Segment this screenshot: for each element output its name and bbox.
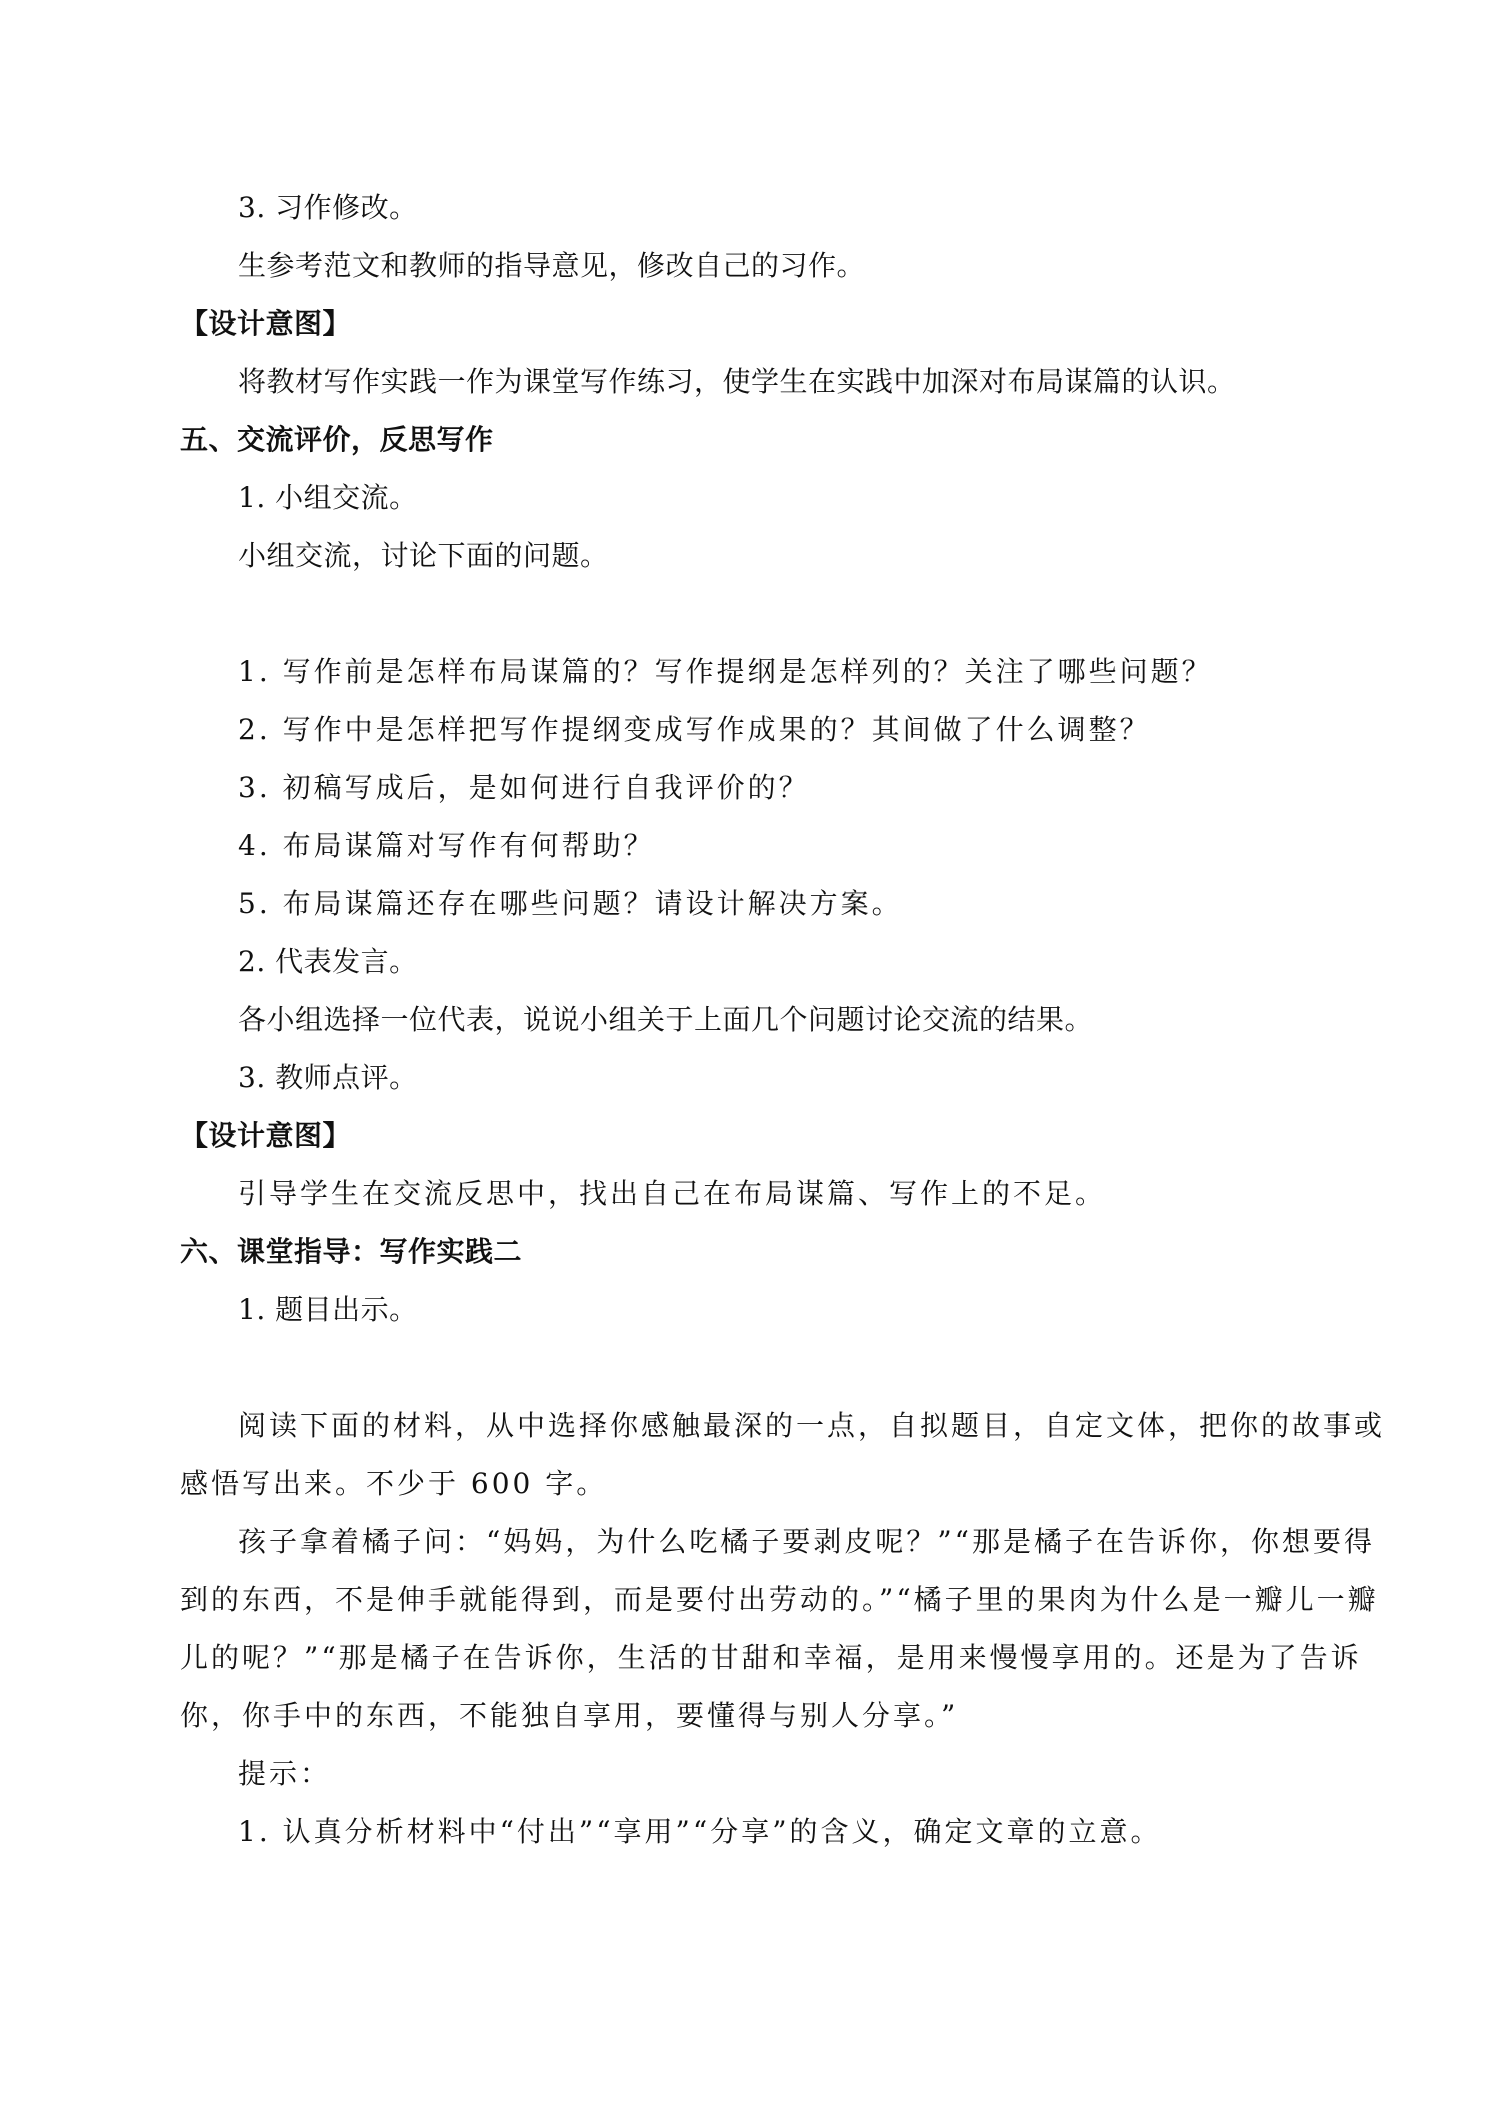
step-1-heading: 1. 小组交流。: [238, 481, 418, 514]
design-intent-heading: 【设计意图】: [180, 1119, 352, 1152]
design-intent-heading: 【设计意图】: [180, 307, 352, 340]
section-5-heading: 五、交流评价，反思写作: [180, 423, 494, 456]
step-2-heading: 2. 代表发言。: [238, 945, 418, 978]
step-3-heading: 3. 习作修改。: [238, 191, 418, 224]
prompt-paragraph-cont: 感悟写出来。不少于 600 字。: [180, 1467, 608, 1500]
hint-label: 提示：: [238, 1757, 332, 1790]
question-item: 4. 布局谋篇对写作有何帮助？: [238, 829, 655, 862]
question-item: 1. 写作前是怎样布局谋篇的？写作提纲是怎样列的？关注了哪些问题？: [238, 655, 1213, 688]
prompt-paragraph: 阅读下面的材料，从中选择你感触最深的一点，自拟题目，自定文体，把你的故事或: [238, 1409, 1386, 1442]
question-item: 5. 布局谋篇还存在哪些问题？请设计解决方案。: [238, 887, 903, 920]
question-item: 3. 初稿写成后，是如何进行自我评价的？: [238, 771, 810, 804]
material-paragraph-cont: 儿的呢？”“那是橘子在告诉你，生活的甘甜和幸福，是用来慢慢享用的。还是为了告诉: [180, 1641, 1362, 1674]
paragraph: 小组交流，讨论下面的问题。: [238, 539, 609, 572]
step-1-heading: 1. 题目出示。: [238, 1293, 418, 1326]
section-6-heading: 六、课堂指导：写作实践二: [180, 1235, 523, 1268]
question-item: 2. 写作中是怎样把写作提纲变成写作成果的？其间做了什么调整？: [238, 713, 1151, 746]
material-paragraph-cont: 到的东西，不是伸手就能得到，而是要付出劳动的。”“橘子里的果肉为什么是一瓣儿一瓣: [180, 1583, 1379, 1616]
step-3-heading: 3. 教师点评。: [238, 1061, 418, 1094]
paragraph: 生参考范文和教师的指导意见，修改自己的习作。: [238, 249, 866, 282]
paragraph: 引导学生在交流反思中，找出自己在布局谋篇、写作上的不足。: [238, 1177, 1107, 1210]
paragraph: 各小组选择一位代表，说说小组关于上面几个问题讨论交流的结果。: [238, 1003, 1094, 1036]
hint-item: 1. 认真分析材料中“付出”“享用”“分享”的含义，确定文章的立意。: [238, 1815, 1162, 1848]
material-paragraph: 孩子拿着橘子问：“妈妈，为什么吃橘子要剥皮呢？”“那是橘子在告诉你，你想要得: [238, 1525, 1375, 1558]
material-paragraph-cont: 你，你手中的东西，不能独自享用，要懂得与别人分享。”: [180, 1699, 959, 1732]
paragraph: 将教材写作实践一作为课堂写作练习，使学生在实践中加深对布局谋篇的认识。: [238, 365, 1236, 398]
